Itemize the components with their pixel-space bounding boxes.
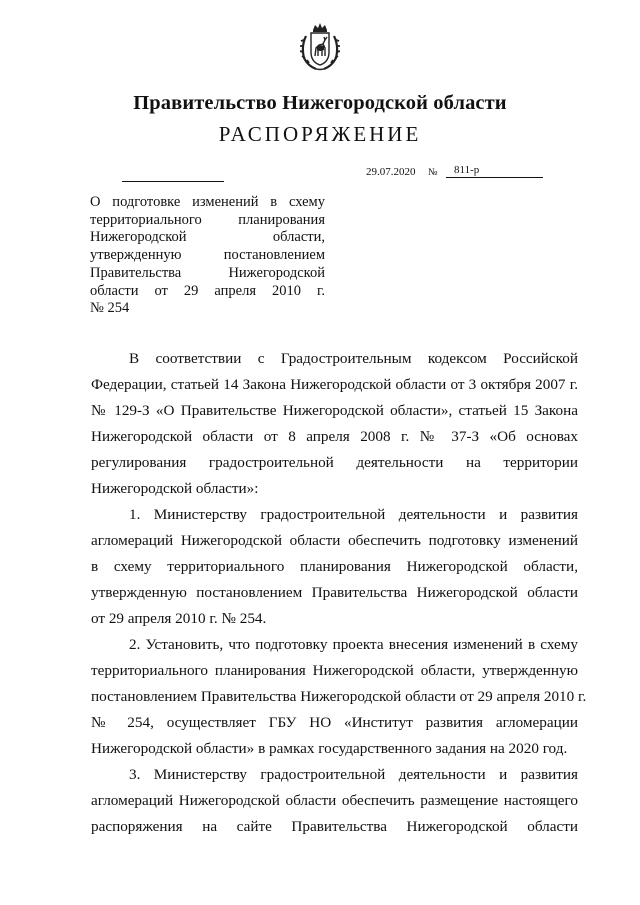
paragraph-item-3 [91,762,578,840]
body-line: Федерации, статьей 14 Закона Нижегородской области от 3 октября 2007 г. [91,376,578,393]
body-line: Нижегородской области»: [91,480,259,497]
body-line: постановлением Правительства Нижегородской области от 29 апреля 2010 г. [91,688,587,705]
blank-date-line [122,181,224,182]
body-line: территориального планирования Нижегородской области, утвержденную [91,662,578,679]
body-line: агломераций Нижегородской области обеспечить размещение настоящего [91,792,578,809]
number-sign: № [428,167,438,178]
paragraph-item-1 [91,502,578,632]
body-line: Нижегородской области от 8 апреля 2008 г. № 37-З «Об основах [91,428,578,445]
document-date: 29.07.2020 [366,166,416,178]
body-line: регулирования градостроительной деятельности на территории [91,454,578,471]
subject-line: области от 29 апреля 2010 г. [90,282,325,299]
body-line: распоряжения на сайте Правительства Нижегородской области [91,818,578,835]
subject-line: территориального планирования [90,211,325,228]
coat-of-arms-emblem [300,22,340,72]
body-line: в схему территориального планирования Нижегородской области, [91,558,578,575]
body-line: 1. Министерству градостроительной деятельности и развития [129,506,578,523]
subject-line: Правительства Нижегородской [90,264,325,281]
document-number: 811-р [446,163,543,178]
body-line: Нижегородской области» в рамках государственного задания на 2020 год. [91,740,568,757]
paragraph-item-2 [91,632,587,762]
organization-title: Правительство Нижегородской области [133,92,507,114]
document-body [91,346,587,840]
subject-line: утвержденную постановлением [90,247,325,264]
body-line: 3. Министерству градостроительной деятельности и развития [129,766,578,783]
body-line: агломераций Нижегородской области обеспечить подготовку изменений [91,532,578,549]
subject-line: О подготовке изменений в схему [90,194,325,210]
document-subject [90,194,325,318]
paragraph-preamble [91,346,578,502]
body-line: 2. Установить, что подготовку проекта внесения изменений в схему [129,636,578,653]
body-line: В соответствии с Градостроительным кодексом Российской [129,350,578,367]
body-line: № 254, осуществляет ГБУ НО «Институт развития агломерации [91,714,578,731]
document-type-title: РАСПОРЯЖЕНИЕ [218,122,422,146]
body-line: от 29 апреля 2010 г. № 254. [91,610,267,627]
body-line: № 129-З «О Правительстве Нижегородской области», статьей 15 Закона [91,402,578,419]
subject-line: Нижегородской области, [90,229,325,246]
body-line: утвержденную постановлением Правительства Нижегородской области [91,584,578,601]
subject-line: № 254 [90,300,130,317]
